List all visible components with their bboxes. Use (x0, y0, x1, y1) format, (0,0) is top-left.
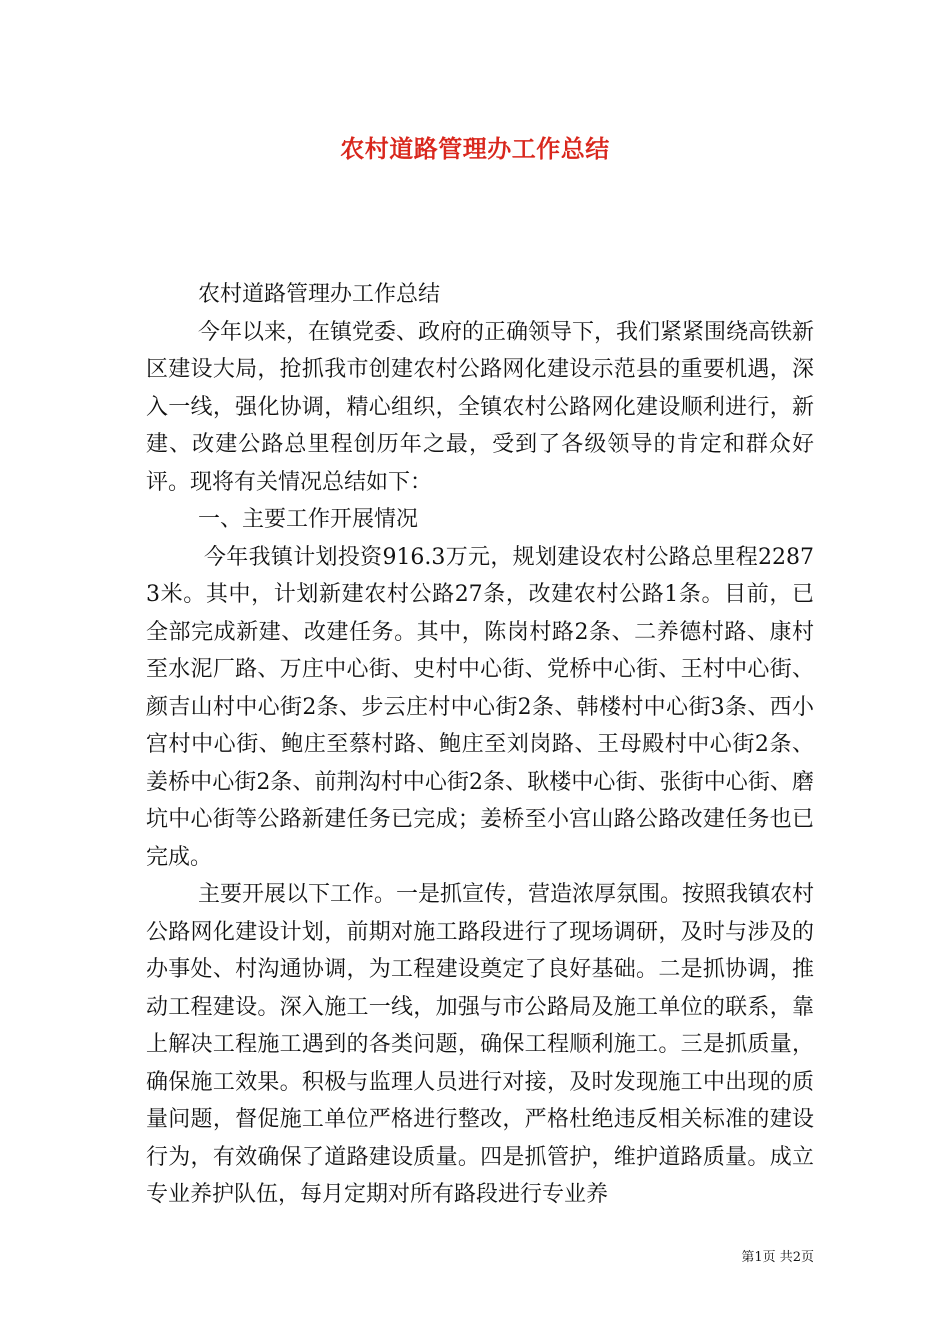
page-number-footer: 第1页 共2页 (741, 1250, 814, 1265)
paragraph-intro: 今年以来，在镇党委、政府的正确领导下，我们紧紧围绕高铁新区建设大局，抢抓我市创建农村公路网化建设示范县的重要机遇，深入一线，强化协调，精心组织，全镇农村公路网化建设顺利进行，新建、改建公路总里程创历年之最，受到了各级领导的肯定和群众好评。现将有关情况总结如下： (146, 319, 815, 495)
section-heading-main-work: 一、主要工作开展情况 (198, 507, 419, 532)
paragraph-main-tasks: 主要开展以下工作。一是抓宣传，营造浓厚氛围。按照我镇农村公路网化建设计划，前期对施工路段进行了现场调研，及时与涉及的办事处、村沟通协调，为工程建设奠定了良好基础。二是抓协调，推动工程建设。深入施工一线，加强与市公路局及施工单位的联系，靠上解决工程施工遇到的各类问题，确保工程顺利施工。三是抓质量，确保施工效果。积极与监理人员进行对接，及时发现施工中出现的质量问题，督促施工单位严格进行整改，严格杜绝违反相关标准的建设行为，有效确保了道路建设质量。四是抓管护，维护道路质量。成立专业养护队伍，每月定期对所有路段进行专业养 (146, 882, 815, 1207)
document-body (146, 276, 814, 1214)
paragraph-heading: 农村道路管理办工作总结 (198, 282, 441, 307)
paragraph-investment: 今年我镇计划投资916.3万元，规划建设农村公路总里程22873米。其中，计划新建农村公路27条，改建农村公路1条。目前，已全部完成新建、改建任务。其中，陈岗村路2条、二养德村路、康村至水泥厂路、万庄中心街、史村中心街、党桥中心街、王村中心街、颜吉山村中心街2条、步云庄村中心街2条、韩楼村中心街3条、西小宫村中心街、鲍庄至蔡村路、鲍庄至刘岗路、王母殿村中心街2条、姜桥中心街2条、前荆沟村中心街2条、耿楼中心街、张街中心街、磨坑中心街等公路新建任务已完成；姜桥至小宫山路公路改建任务也已完成。 (146, 544, 814, 870)
document-title: 农村道路管理办工作总结 (340, 134, 610, 163)
